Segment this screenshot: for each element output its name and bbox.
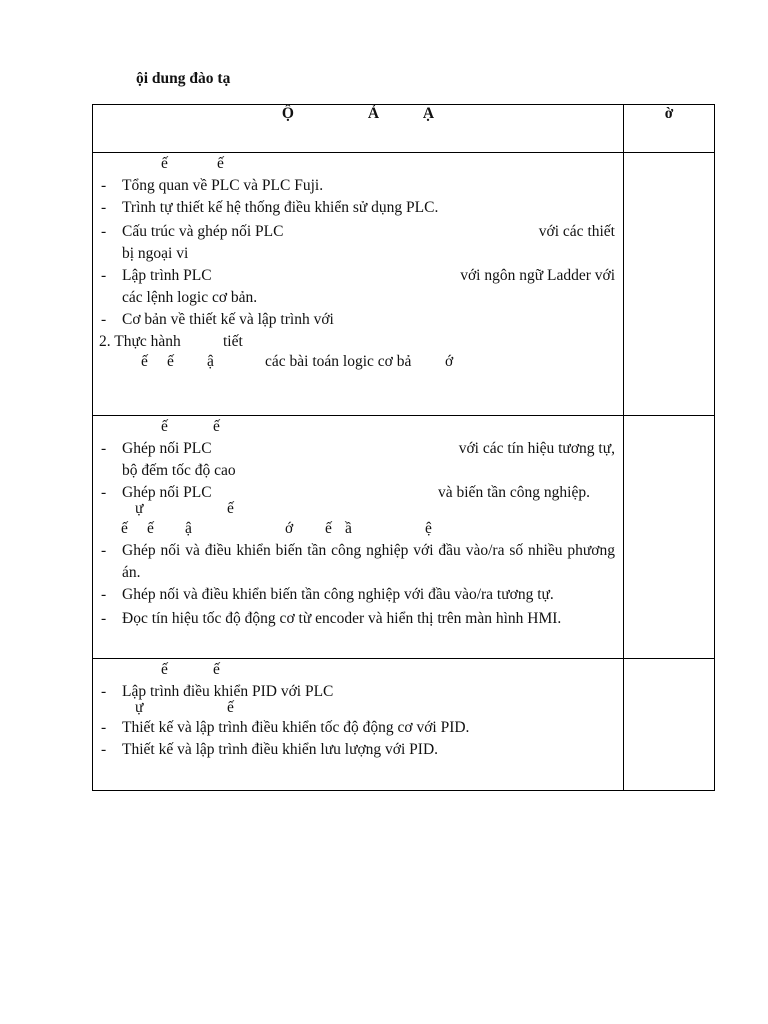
list-item: - Ghép nối và điều khiển biến tần công nghiệp với đầu vào/ra tương tự.: [101, 586, 554, 603]
table-header-row: [93, 105, 715, 153]
table-row: [93, 416, 715, 659]
hours-column-header: ờ: [624, 105, 715, 153]
section-1-hours: [624, 153, 715, 416]
list-item: - Tổng quan về PLC và PLC Fuji.: [101, 177, 324, 194]
section-3-content: [93, 659, 624, 791]
list-item: - Lập trình điều khiển PID với PLC: [101, 683, 334, 700]
practice-line: ế ế ậ các bài toán logic cơ bả ớ: [141, 353, 454, 370]
table-row: [93, 659, 715, 791]
sub-line: ế ế ậ ớ ế ầ ệ: [121, 520, 432, 537]
section-heading: ội dung đào tạ: [136, 70, 231, 87]
list-item: - Đọc tín hiệu tốc độ động cơ từ encoder và hiển thị trên màn hình HMI.: [101, 610, 562, 627]
syllabus-table: [92, 104, 715, 791]
title-fragment: ế: [217, 155, 224, 172]
list-item: - Ghép nối PLC và biến tần công nghiệp.: [101, 484, 590, 501]
list-item: - Trình tự thiết kế hệ thống điều khiển sử dụng PLC.: [101, 199, 439, 216]
title-fragment: ế: [161, 155, 168, 172]
list-item: - Thiết kế và lập trình điều khiển tốc độ động cơ với PID.: [101, 719, 470, 736]
section-2-content: [93, 416, 624, 659]
section-title: ế ế: [161, 418, 220, 435]
sub-line: ự ế: [135, 500, 234, 517]
list-item: - Cấu trúc và ghép nối PLC với các thiết bị ngoại vi: [101, 223, 615, 262]
header-fragment: Ả: [367, 105, 380, 122]
content-column-header: [93, 105, 624, 153]
list-item: - Cơ bản về thiết kế và lập trình với: [101, 311, 334, 328]
section-1-content: [93, 153, 624, 416]
sub-line: ự ế: [135, 699, 234, 716]
section-title: ế ế: [161, 661, 220, 678]
section-title: [101, 155, 615, 175]
list-item: - Ghép nối PLC với các tín hiệu tương tự, bộ đếm tốc độ cao: [101, 440, 615, 479]
section-3-hours: [624, 659, 715, 791]
header-fragment: Ộ: [281, 105, 294, 122]
practice-label: 2. Thực hành tiết: [99, 333, 243, 350]
section-2-hours: [624, 416, 715, 659]
table-row: [93, 153, 715, 416]
list-item: - Lập trình PLC với ngôn ngữ Ladder với các lệnh logic cơ bản.: [101, 267, 615, 306]
header-fragment: Ạ: [422, 105, 435, 122]
list-item: - Thiết kế và lập trình điều khiển lưu lượng với PID.: [101, 741, 439, 758]
list-item: - Ghép nối và điều khiển biến tần công nghiệp với đầu vào/ra số nhiều phương án.: [101, 542, 615, 581]
